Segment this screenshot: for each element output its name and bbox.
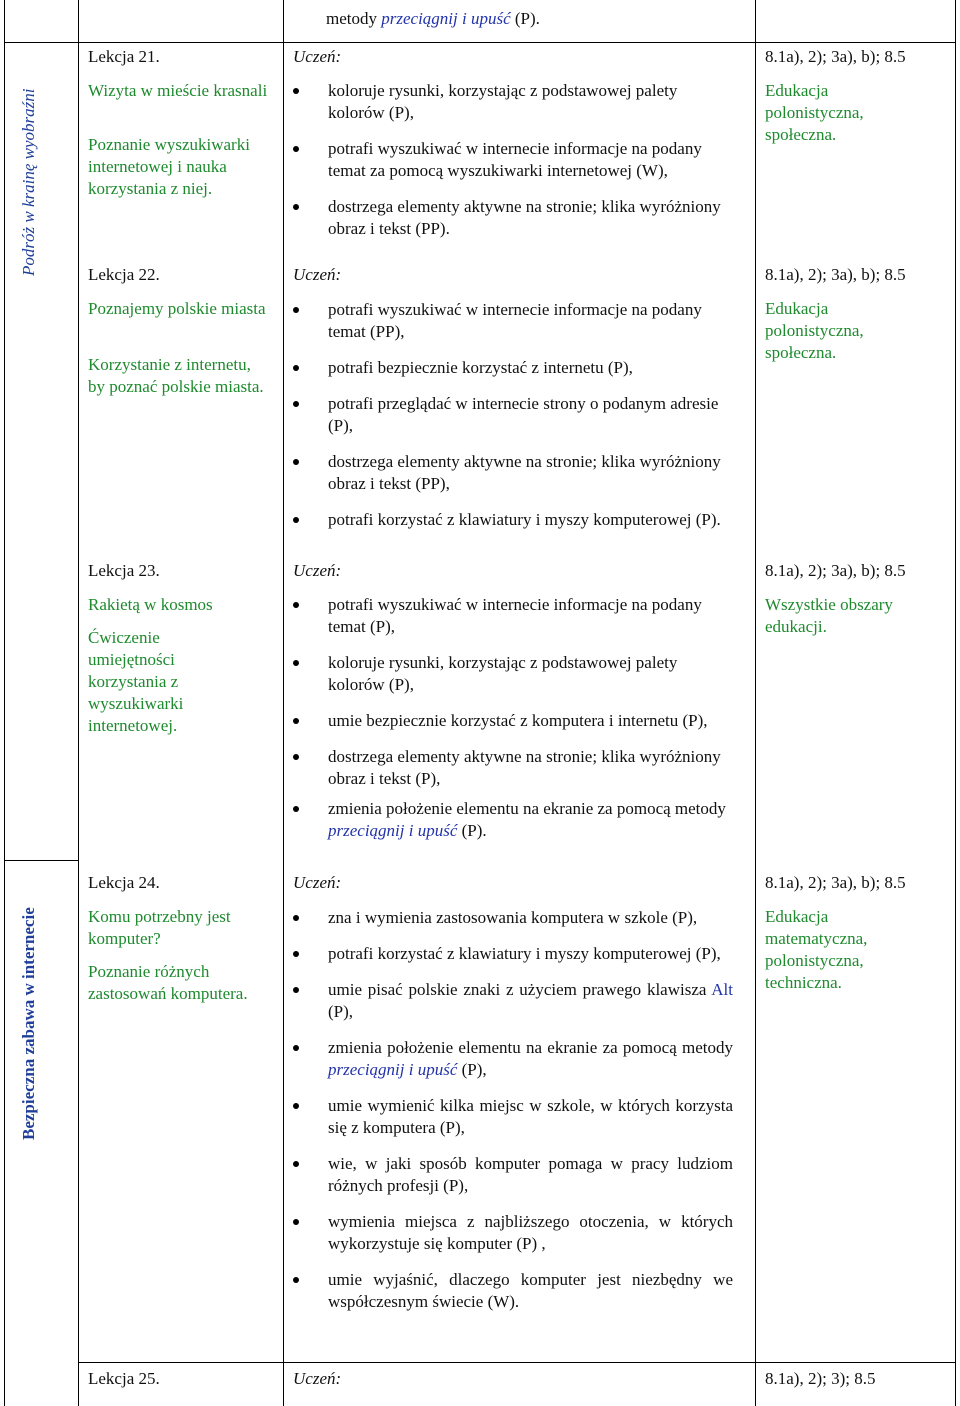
lesson-title: Komu potrzebny jest komputer? (88, 907, 231, 948)
list-item: umie pisać polskie znaki z użyciem prawego klawisza Alt (P), (293, 979, 733, 1023)
education-areas: Edukacja polonistyczna, społeczna. (765, 299, 864, 362)
objectives-list (293, 299, 738, 545)
list-item: potrafi przeglądać w internecie strony o podanym adresie (P), (293, 393, 738, 437)
objectives-list (293, 907, 733, 1327)
table-border-left (4, 0, 5, 1406)
bullet-icon (293, 754, 299, 760)
lesson-number: Lekcja 24. (88, 873, 160, 892)
lesson-number: Lekcja 23. (88, 561, 160, 580)
bullet-icon (293, 1103, 299, 1109)
curriculum-codes: 8.1a), 2); 3a), b); 8.5 (765, 265, 906, 284)
education-areas: Edukacja polonistyczna, społeczna. (765, 81, 864, 144)
curriculum-codes: 8.1a), 2); 3a), b); 8.5 (765, 561, 906, 580)
lesson-title: Poznajemy polskie miasta (88, 299, 266, 318)
list-item: umie wymienić kilka miejsc w szkole, w których korzysta się z komputera (P), (293, 1095, 733, 1139)
list-item: potrafi wyszukiwać w internecie informacje na podany temat za pomocą wyszukiwarki internetowej (W), (293, 138, 733, 182)
top-fragment: metody przeciągnij i upuść (P). (326, 9, 540, 28)
list-item: potrafi korzystać z klawiatury i myszy komputerowej (P), (293, 943, 733, 965)
education-areas: Edukacja matematyczna, polonistyczna, techniczna. (765, 907, 868, 992)
drag-and-drop-term: przeciągnij i upuść (381, 9, 511, 28)
bullet-icon (293, 1277, 299, 1283)
list-item: wymienia miejsca z najbliższego otoczenia, w których wykorzystuje się komputer (P) , (293, 1211, 733, 1255)
uczen-label: Uczeń: (293, 47, 342, 66)
list-item: zna i wymienia zastosowania komputera w szkole (P), (293, 907, 733, 929)
lesson-title: Wizyta w mieście krasnali (88, 81, 268, 100)
lesson-number: Lekcja 21. (88, 47, 160, 66)
section-label-podroz: Podróż w krainę wyobraźni (19, 88, 38, 276)
bullet-icon (293, 401, 299, 407)
bullet-icon (293, 146, 299, 152)
list-item: zmienia położenie elementu na ekranie za pomocą metody przeciągnij i upuść (P), (293, 1037, 733, 1081)
section-label-bezpieczna: Bezpieczna zabawa w internecie (19, 907, 38, 1140)
list-item: dostrzega elementy aktywne na stronie; klika wyróżniony obraz i tekst (P), (293, 746, 733, 790)
table-border-right (955, 0, 956, 1406)
bullet-icon (293, 88, 299, 94)
list-item: umie wyjaśnić, dlaczego komputer jest niezbędny we współczesnym świecie (W). (293, 1269, 733, 1313)
bullet-icon (293, 987, 299, 993)
row-divider-lesson-25 (78, 1362, 956, 1363)
uczen-label: Uczeń: (293, 1369, 342, 1388)
list-item: potrafi wyszukiwać w internecie informacje na podany temat (PP), (293, 299, 738, 343)
list-item: potrafi wyszukiwać w internecie informacje na podany temat (P), (293, 594, 733, 638)
lesson-title: Rakietą w kosmos (88, 595, 213, 614)
bullet-icon (293, 307, 299, 313)
list-item: dostrzega elementy aktywne na stronie; klika wyróżniony obraz i tekst (PP), (293, 451, 738, 495)
list-item: umie bezpiecznie korzystać z komputera i internetu (P), (293, 710, 733, 732)
list-item: koloruje rysunki, korzystając z podstawowej palety kolorów (P), (293, 652, 733, 696)
section-divider (4, 860, 79, 861)
bullet-icon (293, 1045, 299, 1051)
objectives-list (293, 80, 733, 254)
list-item: dostrzega elementy aktywne na stronie; klika wyróżniony obraz i tekst (PP). (293, 196, 733, 240)
bullet-icon (293, 204, 299, 210)
bullet-icon (293, 459, 299, 465)
lesson-number: Lekcja 22. (88, 265, 160, 284)
bullet-icon (293, 806, 299, 812)
curriculum-codes: 8.1a), 2); 3); 8.5 (765, 1369, 876, 1388)
curriculum-codes: 8.1a), 2); 3a), b); 8.5 (765, 47, 906, 66)
column-divider-2 (283, 0, 284, 1406)
bullet-icon (293, 660, 299, 666)
bullet-icon (293, 517, 299, 523)
drag-and-drop-term: przeciągnij i upuść (328, 1060, 458, 1079)
drag-and-drop-term: przeciągnij i upuść (328, 821, 458, 840)
column-divider-1 (78, 0, 79, 1406)
row-divider-top (4, 42, 956, 43)
lesson-description: Poznanie wyszukiwarki internetowej i nauka korzystania z niej. (88, 135, 250, 198)
uczen-label: Uczeń: (293, 873, 342, 892)
list-item: potrafi korzystać z klawiatury i myszy komputerowej (P). (293, 509, 738, 531)
curriculum-codes: 8.1a), 2); 3a), b); 8.5 (765, 873, 906, 892)
bullet-icon (293, 1161, 299, 1167)
uczen-label: Uczeń: (293, 561, 342, 580)
education-areas: Wszystkie obszary edukacji. (765, 595, 893, 636)
bullet-icon (293, 365, 299, 371)
lesson-description: Ćwiczenie umiejętności korzystania z wyszukiwarki internetowej. (88, 628, 184, 735)
bullet-icon (293, 718, 299, 724)
bullet-icon (293, 1219, 299, 1225)
list-item: potrafi bezpiecznie korzystać z internetu (P), (293, 357, 738, 379)
list-item: zmienia położenie elementu na ekranie za pomocą metody przeciągnij i upuść (P). (293, 798, 733, 842)
objectives-list (293, 594, 733, 856)
bullet-icon (293, 915, 299, 921)
lesson-description: Poznanie różnych zastosowań komputera. (88, 962, 248, 1003)
uczen-label: Uczeń: (293, 265, 342, 284)
bullet-icon (293, 602, 299, 608)
bullet-icon (293, 951, 299, 957)
column-divider-3 (755, 0, 756, 1406)
lesson-number: Lekcja 25. (88, 1369, 160, 1388)
alt-key-term: Alt (711, 980, 733, 999)
list-item: koloruje rysunki, korzystając z podstawowej palety kolorów (P), (293, 80, 733, 124)
lesson-description: Korzystanie z internetu, by poznać polskie miasta. (88, 355, 264, 396)
list-item: wie, w jaki sposób komputer pomaga w pracy ludziom różnych profesji (P), (293, 1153, 733, 1197)
